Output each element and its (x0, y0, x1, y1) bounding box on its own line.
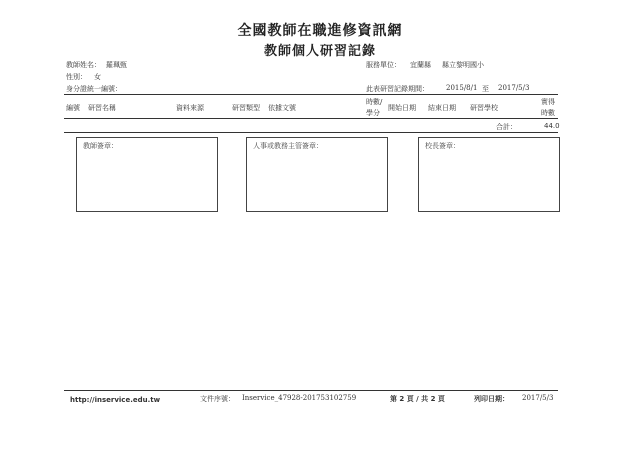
id-number-label: 身分證統一編號： (66, 85, 122, 93)
unit-county: 宜蘭縣 (410, 61, 431, 69)
print-date-value: 2017/5/3 (522, 394, 554, 402)
personnel-signature-label: 人事或教務主管簽章： (253, 142, 323, 150)
col-header-start-date: 開始日期 (388, 104, 416, 112)
personnel-signature-box[interactable] (246, 137, 388, 212)
principal-signature-box[interactable] (418, 137, 560, 212)
col-header-hours-line1: 時數/ (366, 98, 383, 106)
gender-value: 女 (94, 73, 101, 81)
col-header-hours-line2: 學分 (366, 109, 380, 117)
page-title: 全國教師在職進修資訊網 (237, 23, 403, 39)
page-subtitle: 教師個人研習記錄 (263, 44, 376, 59)
doc-number-value: Inservice_47928-201753102759 (242, 394, 357, 402)
page-info: 第 2 頁 / 共 2 頁 (390, 395, 445, 403)
doc-number-label: 文件序號： (200, 395, 235, 403)
unit-label: 服務單位： (366, 61, 401, 69)
principal-signature-label: 校長簽章： (425, 142, 460, 150)
print-date-label: 列印日期： (474, 395, 509, 403)
col-header-type: 研習類型 (232, 104, 260, 112)
name-label: 教師姓名： (66, 61, 101, 69)
unit-school: 縣立黎明國小 (442, 61, 484, 69)
col-header-earned-line1: 實得 (541, 98, 555, 106)
col-header-end-date: 結束日期 (428, 104, 456, 112)
col-header-source: 資料來源 (176, 104, 204, 112)
col-header-doc: 依據文號 (268, 104, 296, 112)
footer-rule (64, 390, 558, 391)
period-label: 此表研習記錄期間： (366, 85, 429, 93)
period-separator: 至 (482, 85, 489, 93)
col-header-earned-line2: 時數 (541, 109, 555, 117)
period-end: 2017/5/3 (498, 84, 530, 92)
header-bottom-rule (64, 118, 558, 119)
period-start: 2015/8/1 (446, 84, 478, 92)
teacher-signature-label: 教師簽章： (83, 142, 118, 150)
total-label: 合計： (496, 123, 517, 131)
name-value: 羅珮甄 (106, 61, 127, 69)
col-header-name: 研習名稱 (88, 104, 116, 112)
total-rule (64, 132, 558, 133)
col-header-id: 編號 (66, 104, 80, 112)
col-header-school: 研習學校 (470, 104, 498, 112)
teacher-signature-box[interactable] (76, 137, 218, 212)
gender-label: 性別： (66, 73, 87, 81)
header-top-rule (64, 94, 558, 95)
site-url: http://inservice.edu.tw (70, 396, 161, 404)
total-value: 44.0 (544, 122, 560, 130)
